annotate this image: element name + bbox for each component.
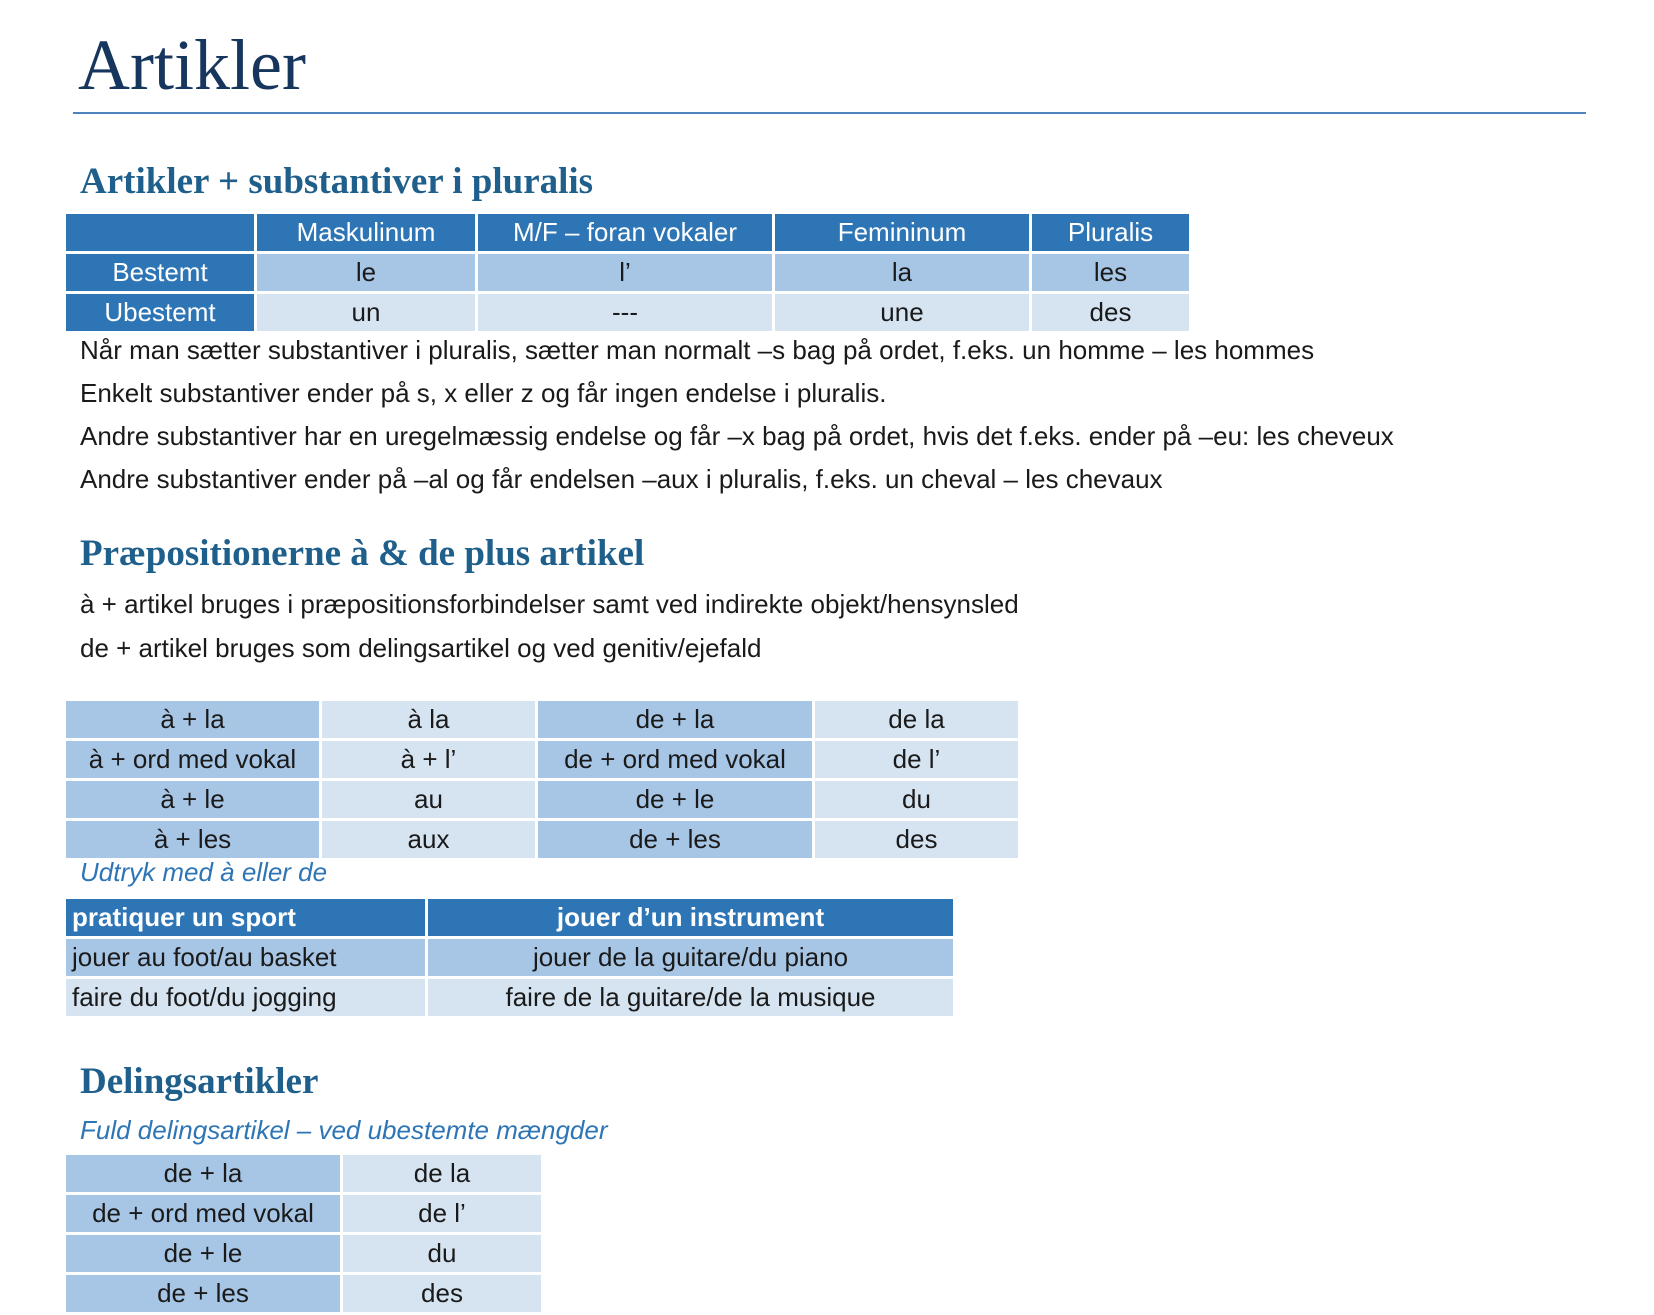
table-row — [65, 820, 1020, 860]
table-header-cell: M/F – foran vokaler — [477, 213, 774, 253]
table-cell: de + le — [537, 780, 814, 820]
table-header-cell — [65, 213, 256, 253]
table-cell: de + la — [537, 700, 814, 740]
table-cell: de + les — [65, 1274, 342, 1314]
table-cell: de + le — [65, 1234, 342, 1274]
table-cell: de + ord med vokal — [65, 1194, 342, 1234]
table-cell: à + les — [65, 820, 321, 860]
plural-articles-table — [63, 211, 1192, 334]
subheading-partitive: Fuld delingsartikel – ved ubestemte mængder — [80, 1115, 608, 1145]
table-cell: jouer de la guitare/du piano — [427, 938, 955, 978]
table-cell: des — [1031, 293, 1191, 333]
table-cell: à + la — [65, 700, 321, 740]
paragraph: à + artikel bruges i præpositionsforbindelser samt ved indirekte objekt/hensynsled — [80, 589, 1019, 619]
table-row — [65, 253, 1191, 293]
table-cell: aux — [321, 820, 537, 860]
table-cell: de + la — [65, 1154, 342, 1194]
partitive-table — [63, 1152, 544, 1315]
table-cell: de la — [342, 1154, 543, 1194]
table-row — [65, 1194, 543, 1234]
table-cell: des — [814, 820, 1020, 860]
table-cell: faire du foot/du jogging — [65, 978, 427, 1018]
table-header-cell: Femininum — [774, 213, 1031, 253]
table-row — [65, 978, 955, 1018]
table-header-row — [65, 898, 955, 938]
section-heading-partitive: Delingsartikler — [80, 1061, 319, 1102]
table-cell: du — [342, 1234, 543, 1274]
table-cell: de l’ — [814, 740, 1020, 780]
table-header-cell: pratiquer un sport — [65, 898, 427, 938]
paragraph: de + artikel bruges som delingsartikel og ved genitiv/ejefald — [80, 633, 762, 663]
table-row — [65, 938, 955, 978]
contraction-table — [63, 698, 1021, 861]
row-label-cell: Ubestemt — [65, 293, 256, 333]
table-cell: le — [256, 253, 477, 293]
title-divider — [73, 112, 1586, 114]
expressions-table — [63, 896, 956, 1019]
table-cell: à la — [321, 700, 537, 740]
table-row — [65, 780, 1020, 820]
table-cell: jouer au foot/au basket — [65, 938, 427, 978]
table-cell: un — [256, 293, 477, 333]
paragraph: Andre substantiver har en uregelmæssig endelse og får –x bag på ordet, hvis det f.eks. ender på –eu: les cheveux — [80, 421, 1394, 451]
section-heading-plural: Artikler + substantiver i pluralis — [80, 161, 594, 202]
table-row — [65, 1274, 543, 1314]
table-cell: de la — [814, 700, 1020, 740]
table-header-cell: Pluralis — [1031, 213, 1191, 253]
table-row — [65, 700, 1020, 740]
table-header-cell: Maskulinum — [256, 213, 477, 253]
table-cell: la — [774, 253, 1031, 293]
table-row — [65, 1234, 543, 1274]
table-cell: au — [321, 780, 537, 820]
table-row — [65, 1154, 543, 1194]
table-cell: de + les — [537, 820, 814, 860]
table-cell: de + ord med vokal — [537, 740, 814, 780]
table-cell: --- — [477, 293, 774, 333]
table-cell: à + ord med vokal — [65, 740, 321, 780]
table-cell: de l’ — [342, 1194, 543, 1234]
table-cell: faire de la guitare/de la musique — [427, 978, 955, 1018]
table-cell: une — [774, 293, 1031, 333]
subheading-expressions: Udtryk med à eller de — [80, 857, 328, 887]
paragraph: Enkelt substantiver ender på s, x eller z og får ingen endelse i pluralis. — [80, 378, 887, 408]
row-label-cell: Bestemt — [65, 253, 256, 293]
table-cell: l’ — [477, 253, 774, 293]
paragraph: Andre substantiver ender på –al og får endelsen –aux i pluralis, f.eks. un cheval – les chevaux — [80, 464, 1163, 494]
table-cell: à + le — [65, 780, 321, 820]
table-row — [65, 293, 1191, 333]
table-cell: les — [1031, 253, 1191, 293]
table-cell: du — [814, 780, 1020, 820]
table-header-row — [65, 213, 1191, 253]
section-heading-prepositions: Præpositionerne à & de plus artikel — [80, 533, 645, 574]
table-cell: des — [342, 1274, 543, 1314]
table-row — [65, 740, 1020, 780]
page-title: Artikler — [78, 25, 306, 105]
table-header-cell: jouer d’un instrument — [427, 898, 955, 938]
paragraph: Når man sætter substantiver i pluralis, sætter man normalt –s bag på ordet, f.eks. un homme – les hommes — [80, 335, 1315, 365]
table-cell: à + l’ — [321, 740, 537, 780]
